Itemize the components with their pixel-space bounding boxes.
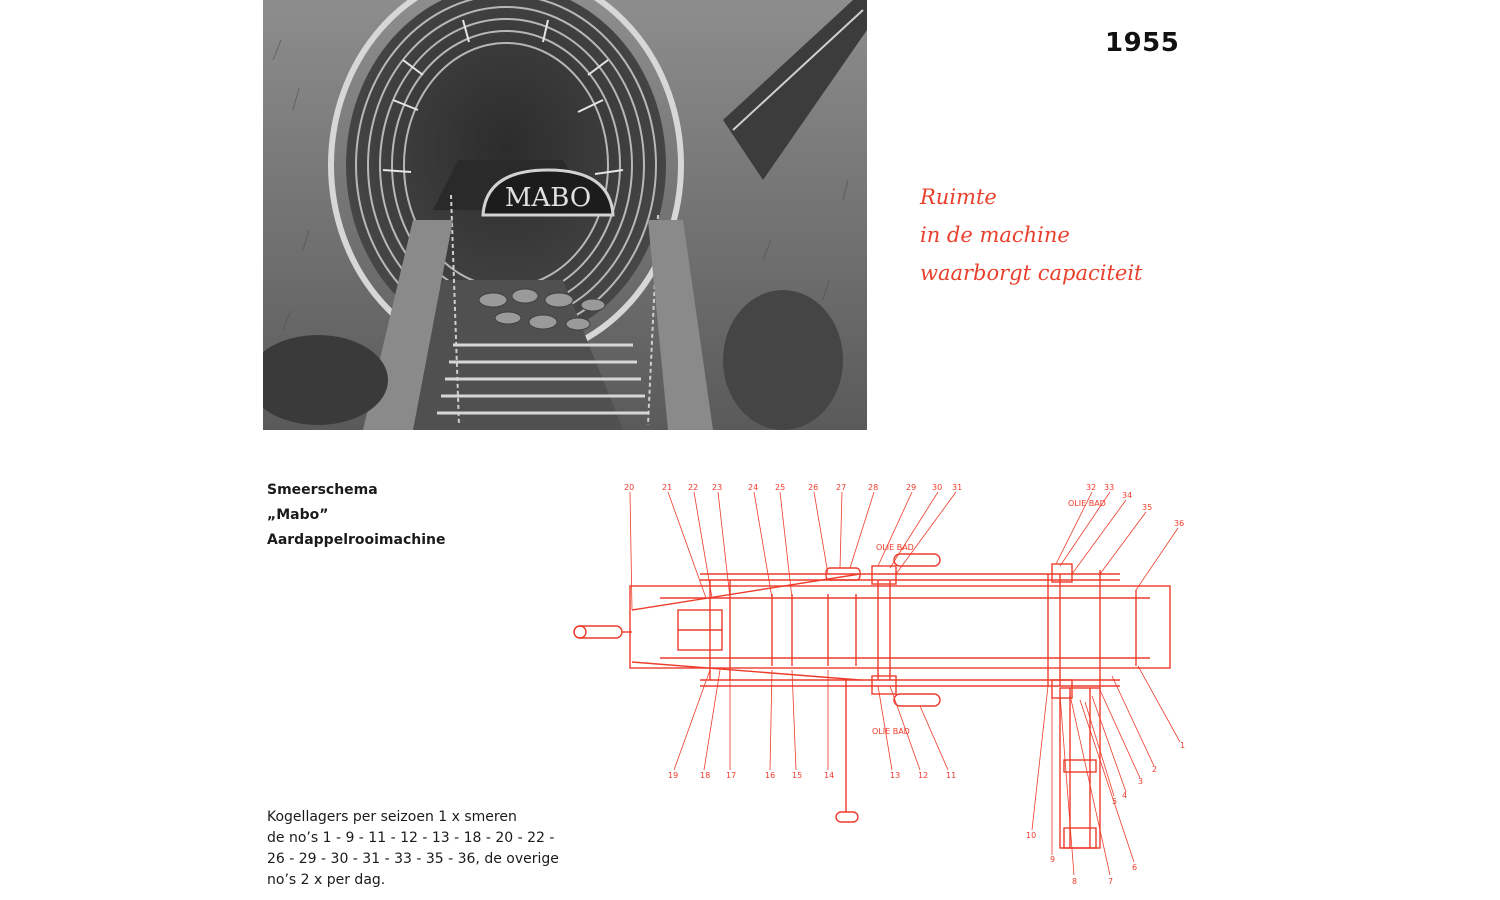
part-number: 3: [1138, 777, 1144, 786]
oliebad-label-top: OLIE BAD: [876, 543, 914, 552]
mabo-logo: MABO: [504, 183, 592, 213]
potato-harvester-photo: [263, 0, 867, 430]
part-number: 5: [1112, 797, 1118, 806]
part-number: 15: [792, 771, 803, 780]
caption-line-3: Aardappelrooimachine: [267, 532, 446, 548]
part-number: 23: [712, 483, 723, 492]
part-number: 4: [1122, 791, 1128, 800]
part-number: 9: [1050, 855, 1056, 864]
slogan-line-3: waarborgt capaciteit: [920, 261, 1143, 285]
part-number: 7: [1108, 877, 1114, 886]
slogan-line-1: Ruimte: [920, 185, 997, 209]
oliebad-label-bottom: OLIE BAD: [872, 727, 910, 736]
notes-line-3: 26 - 29 - 30 - 31 - 33 - 35 - 36, de overige: [267, 851, 559, 867]
year-label: 1955: [1105, 28, 1180, 58]
part-number: 12: [918, 771, 929, 780]
part-number: 19: [668, 771, 679, 780]
part-number: 17: [726, 771, 737, 780]
oliebad-label-right: OLIE BAD: [1068, 499, 1106, 508]
notes-line-1: Kogellagers per seizoen 1 x smeren: [267, 809, 517, 825]
caption-line-2: „Mabo”: [267, 507, 329, 523]
part-number: 34: [1122, 491, 1133, 500]
part-number: 28: [868, 483, 879, 492]
part-number: 8: [1072, 877, 1078, 886]
slogan: [920, 178, 1142, 292]
slogan-line-2: in de machine: [920, 223, 1070, 247]
part-number: 29: [906, 483, 917, 492]
part-number: 13: [890, 771, 901, 780]
part-number: 24: [748, 483, 759, 492]
part-number: 11: [946, 771, 957, 780]
part-number: 33: [1104, 483, 1115, 492]
part-number: 35: [1142, 503, 1153, 512]
part-number: 6: [1132, 863, 1138, 872]
part-number: 30: [932, 483, 943, 492]
part-number: 25: [775, 483, 786, 492]
part-number: 14: [824, 771, 835, 780]
part-number: 26: [808, 483, 819, 492]
part-number: 31: [952, 483, 963, 492]
part-number: 36: [1174, 519, 1185, 528]
part-number: 10: [1026, 831, 1037, 840]
part-number: 22: [688, 483, 699, 492]
part-number: 1: [1180, 741, 1186, 750]
schema-caption: [267, 478, 446, 553]
lubrication-schematic: [560, 470, 1200, 890]
part-number: 20: [624, 483, 635, 492]
lubrication-notes: [267, 807, 577, 891]
part-number: 16: [765, 771, 776, 780]
notes-line-4: no’s 2 x per dag.: [267, 872, 386, 888]
part-number: 18: [700, 771, 711, 780]
caption-line-1: Smeerschema: [267, 482, 378, 498]
machine-photo: [263, 0, 867, 430]
part-number: 27: [836, 483, 847, 492]
part-number: 21: [662, 483, 673, 492]
part-number: 2: [1152, 765, 1158, 774]
part-number: 32: [1086, 483, 1097, 492]
notes-line-2: de no’s 1 - 9 - 11 - 12 - 13 - 18 - 20 - 22 -: [267, 830, 555, 846]
